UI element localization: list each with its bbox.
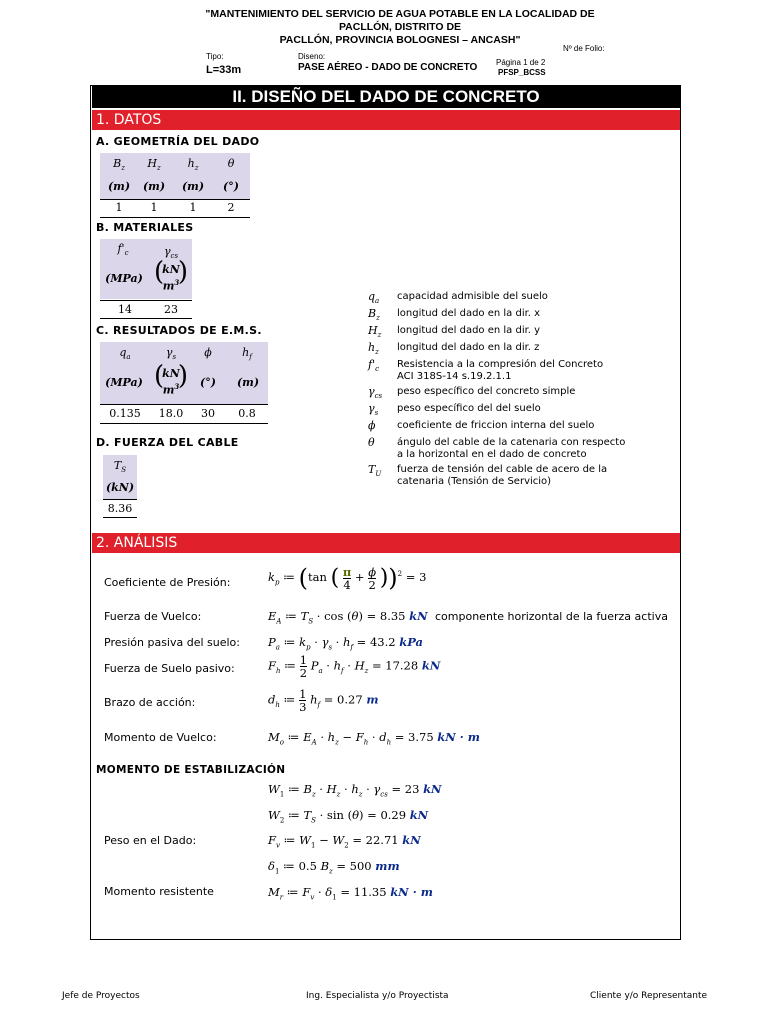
materiales-heading: B. MATERIALES <box>96 221 194 234</box>
kp-equation: $k_p$ ≔ (tan ( $\frac{\pi}{4}$ + $\frac{\phi}{2}$ ))$^2$ = 3 <box>268 564 427 592</box>
geometria-table <box>100 153 250 218</box>
diseno-value: PASE AÉREO - DADO DE CONCRETO <box>298 62 478 73</box>
fv-equation: $F_v$ ≔ $W_1 - W_2 = 22.71$ kN <box>268 833 421 850</box>
page-info: Página 1 de 2 <box>496 58 546 67</box>
ems-val-qa: 0.135 <box>109 407 141 420</box>
folio-label: Nº de Folio: <box>563 44 605 53</box>
fh-equation: $F_h$ ≔ $\frac{1}{2}$ $P_a \cdot h_f \cdot H_z = 17.28$ kN <box>268 653 441 680</box>
ems-sym-gs: $\gamma_s$ <box>165 346 177 362</box>
footer-especialista: Ing. Especialista y/o Proyectista <box>306 991 449 1001</box>
ems-heading: C. RESULTADOS DE E.M.S. <box>96 324 262 337</box>
geometria-heading: A. GEOMETRÍA DEL DADO <box>96 135 260 148</box>
geo-sym-bz: $B_z$ <box>113 157 125 173</box>
page-title: II. DISEÑO DEL DADO DE CONCRETO <box>92 86 680 108</box>
cable-unit: (kN) <box>105 481 135 494</box>
footer-jefe: Jefe de Proyectos <box>62 991 140 1001</box>
geo-unit-4: (°) <box>223 180 239 193</box>
ems-unit-m: (m) <box>236 376 260 389</box>
w2-equation: $W_2$ ≔ $T_S \cdot \sin (\theta) = 0.29$ kN <box>268 808 429 825</box>
materiales-table <box>100 239 192 319</box>
estab-heading: MOMENTO DE ESTABILIZACIÓN <box>96 764 286 776</box>
cable-val: 8.36 <box>107 502 133 515</box>
footer-cliente: Cliente y/o Representante <box>590 991 708 1001</box>
mat-val-gcs: 23 <box>164 303 178 316</box>
ems-unit-mpa: (MPa) <box>105 376 143 389</box>
mat-unit-mpa: (MPa) <box>105 272 143 285</box>
dh-equation: $d_h$ ≔ $\frac{1}{3}$ $h_f = 0.27$ m <box>268 687 379 714</box>
mat-sym-fc: $f'_c$ <box>117 242 129 258</box>
mat-unit-knm3: ( kN $m^3$ ) <box>154 257 188 293</box>
kp-label: Coeficiente de Presión: <box>104 576 231 589</box>
project-title-line2: PACLLÓN, PROVINCIA BOLOGNESI – ANCASH" <box>279 34 521 46</box>
mr-label: Momento resistente <box>104 885 214 898</box>
cable-heading: D. FUERZA DEL CABLE <box>96 436 239 449</box>
ems-unit-knm3: ( kN $m^3$ ) <box>154 361 188 397</box>
pa-label: Presión pasiva del suelo: <box>104 636 240 649</box>
cable-table <box>103 455 137 518</box>
section-datos-bar: 1. DATOS <box>92 110 680 130</box>
fv-label: Peso en el Dado: <box>104 834 197 847</box>
project-title-line1: "MANTENIMIENTO DEL SERVICIO DE AGUA POTABLE EN LA LOCALIDAD DE PACLLÓN, DISTRITO DE <box>205 8 595 33</box>
geo-unit-2: (m) <box>142 180 166 193</box>
ems-sym-hf: $h_f$ <box>242 346 252 362</box>
ems-val-phi: 30 <box>201 407 215 420</box>
tipo-label: Tipo: <box>206 52 224 61</box>
cable-sym-ts: $T_S$ <box>113 459 127 475</box>
ems-unit-deg: (°) <box>200 376 216 389</box>
section-analisis-bar: 2. ANÁLISIS <box>92 533 680 553</box>
project-title <box>190 8 610 47</box>
geo-unit-1: (m) <box>107 180 131 193</box>
geo-val-1: 1 <box>115 201 123 214</box>
geo-val-3: 1 <box>189 201 197 214</box>
diseno-label: Diseno: <box>298 52 326 61</box>
geo-val-4: 2 <box>227 201 235 214</box>
mo-label: Momento de Vuelco: <box>104 731 217 744</box>
ems-sym-qa: $q_a$ <box>119 346 131 362</box>
ems-val-gs: 18.0 <box>158 407 184 420</box>
mo-equation: $M_o$ ≔ $E_A \cdot h_z - F_h \cdot d_h = 3.75$ kN · m <box>268 730 480 747</box>
geo-sym-hz: $H_z$ <box>147 157 161 173</box>
geo-sym-hz-small: $h_z$ <box>187 157 199 173</box>
dh-label: Brazo de acción: <box>104 696 196 709</box>
mat-sym-gcs: $\gamma_{cs}$ <box>163 245 179 261</box>
fh-label: Fuerza de Suelo pasivo: <box>104 662 235 675</box>
ems-sym-phi: ϕ <box>204 346 212 359</box>
geo-sym-theta: θ <box>227 157 235 170</box>
d1-equation: $\delta_1$ ≔ 0.5 $B_z = 500$ mm <box>268 859 400 876</box>
doc-code: PFSP_BCSS <box>498 68 546 77</box>
geo-unit-3: (m) <box>181 180 205 193</box>
mr-equation: $M_r$ ≔ $F_v \cdot \delta_1 = 11.35$ kN · m <box>268 885 433 902</box>
pa-equation: $P_a$ ≔ $k_p \cdot \gamma_s \cdot h_f = 43.2$ kPa <box>268 635 423 652</box>
tipo-value: L=33m <box>206 64 242 76</box>
ems-val-hf: 0.8 <box>238 407 256 420</box>
ems-table <box>100 342 268 424</box>
ea-equation: $E_A$ ≔ $T_S \cdot \cos (\theta) = 8.35$ kN <box>268 609 428 626</box>
ea-label: Fuerza de Vuelco: <box>104 610 202 623</box>
mat-val-fc: 14 <box>118 303 132 316</box>
geo-val-2: 1 <box>150 201 158 214</box>
ea-note: componente horizontal de la fuerza activa <box>435 610 668 623</box>
w1-equation: $W_1$ ≔ $B_z \cdot H_z \cdot h_z \cdot \gamma_{cs} = 23$ kN <box>268 782 442 799</box>
